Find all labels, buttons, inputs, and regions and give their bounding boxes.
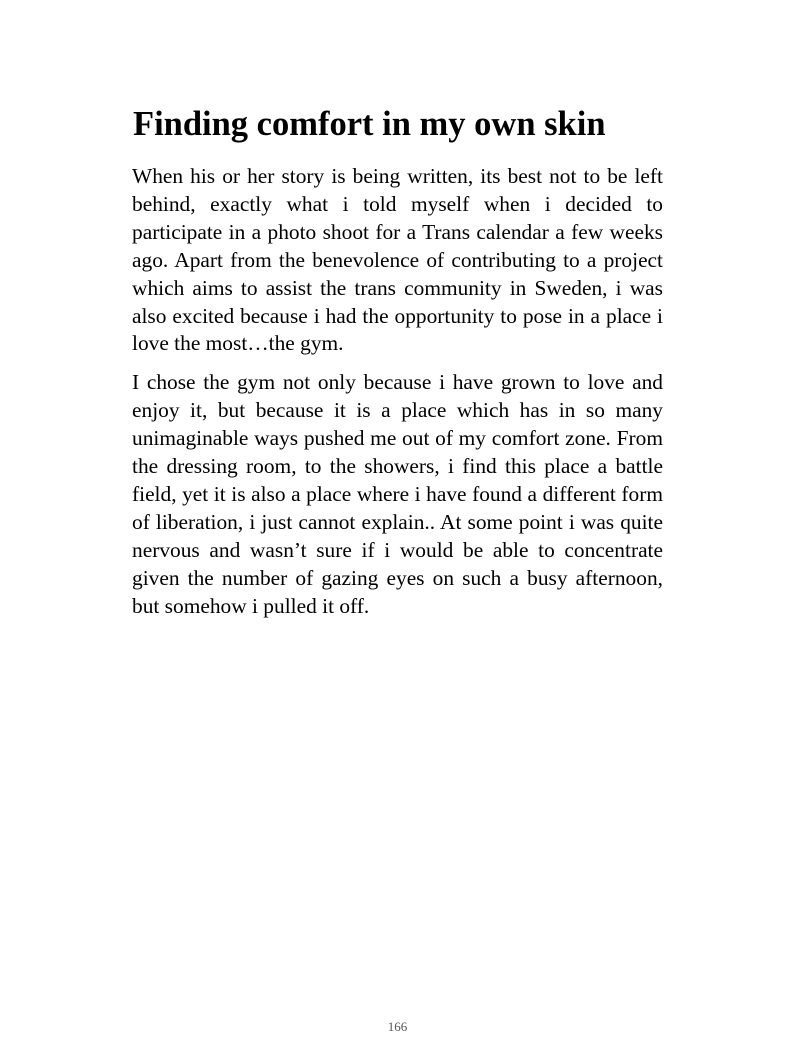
paragraph-2: I chose the gym not only because i have grown to love and enjoy it, but because it is a place which has in so many unimaginable ways pushed me out of my comfort zone. From the dressing room, to the showers, i find this place a battle field, yet it is also a place where i have found a different form of liberation, i just cannot explain.. At some point i was quite nervous and wasn’t sure if i would be able to concentrate given the number of gazing eyes on such a busy afternoon, but somehow i pulled it off. bbox=[132, 370, 669, 618]
article-body bbox=[132, 163, 669, 632]
paragraph-1: When his or her story is being written, its best not to be left behind, exactly what i told myself when i decided to participate in a photo shoot for a Trans calendar a few weeks ago. Apart from the benevolence of contributing to a project which aims to assist the trans community in Sweden, i was also excited because i had the opportunity to pose in a place i love the most…the gym. bbox=[132, 164, 669, 356]
page-number: 166 bbox=[387, 1019, 408, 1034]
page-title: Finding comfort in my own skin bbox=[133, 105, 606, 143]
